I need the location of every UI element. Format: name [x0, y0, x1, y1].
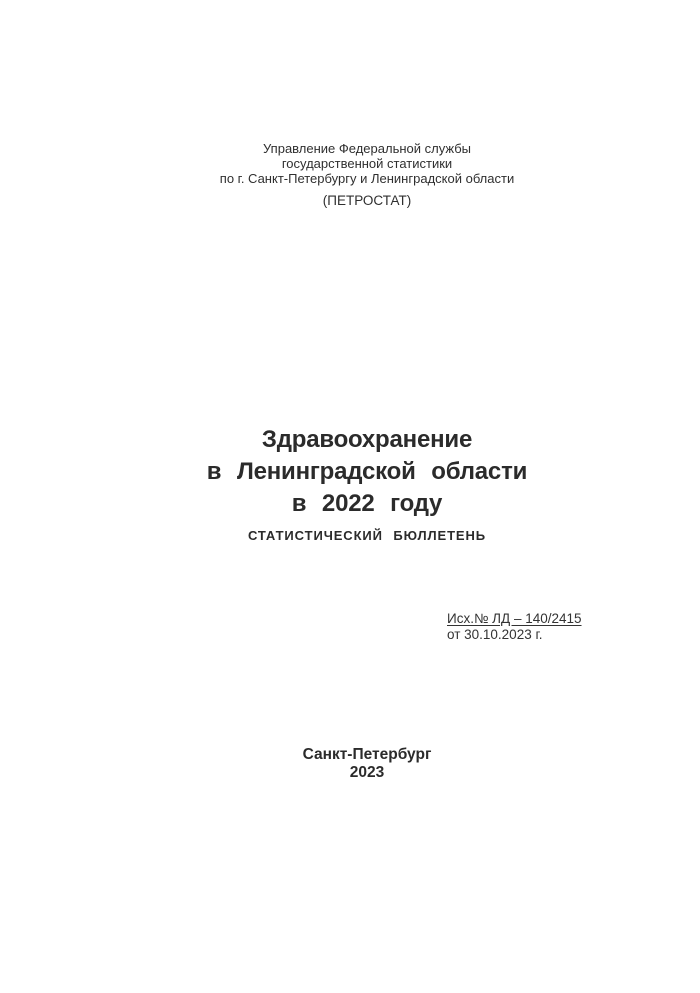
document-title — [34, 424, 700, 520]
imprint-city: Санкт-Петербург — [302, 746, 432, 763]
reference-date: от 30.10.2023 г. — [447, 627, 543, 642]
title-line-1: Здравоохранение — [261, 426, 473, 453]
title-line-2: в Ленинградской области — [206, 458, 528, 485]
publisher-acronym: (ПЕТРОСТАТ) — [322, 193, 412, 208]
publisher-line-3: по г. Санкт-Петербургу и Ленинградской области — [219, 171, 515, 186]
publisher-line-2: государственной статистики — [281, 156, 453, 171]
publisher-header — [34, 141, 700, 208]
document-subtitle: СТАТИСТИЧЕСКИЙ БЮЛЛЕТЕНЬ — [247, 528, 487, 543]
imprint — [34, 746, 700, 782]
outgoing-reference — [447, 611, 582, 643]
title-line-3: в 2022 году — [291, 490, 443, 517]
publisher-line-1: Управление Федеральной службы — [263, 141, 471, 156]
imprint-year: 2023 — [349, 764, 385, 781]
reference-number: Исх.№ ЛД – 140/2415 — [447, 611, 582, 626]
